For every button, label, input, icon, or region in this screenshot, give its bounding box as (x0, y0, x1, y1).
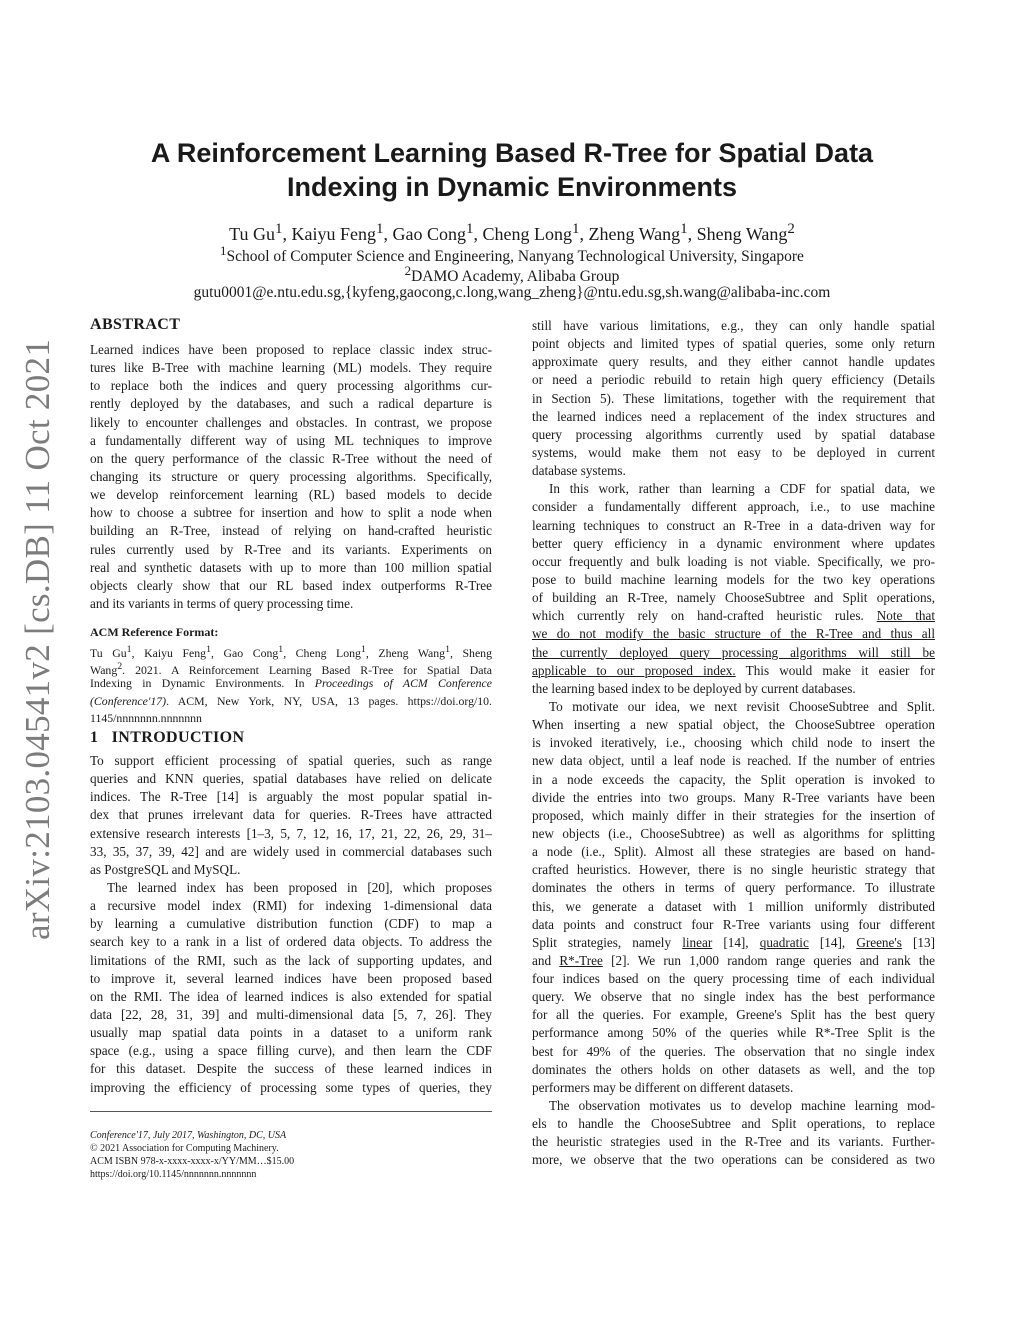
intro-line: space (e.g., using a space filling curve), and then learn the CDF (90, 1043, 492, 1059)
body-line: consider a fundamentally different approach, i.e., to use machine (532, 499, 935, 515)
intro-line: for this dataset. Despite the success of these learned indices in (90, 1061, 492, 1077)
intro-line: extensive research interests [1–3, 5, 7, 12, 16, 17, 21, 22, 26, 29, 31– (90, 825, 492, 841)
body-line: approximate query results, and they either cannot handle updates (532, 354, 935, 370)
acm-ref-line: 1145/nnnnnnn.nnnnnnn (90, 710, 202, 725)
body-line: still have various limitations, e.g., they can only handle spatial (532, 318, 935, 333)
body-line: To motivate our idea, we next revisit ChooseSubtree and Split. (549, 698, 935, 714)
intro-line: search key to a rank in a list of ordered data objects. To address the (90, 934, 492, 950)
author-name: Kaiyu Feng (291, 224, 376, 244)
abstract-line: tures like B-Tree with machine learning (ML) models. They require (90, 360, 492, 376)
intro-line: indices. The R-Tree [14] is arguably the most popular spatial in- (90, 789, 492, 805)
acm-ref-line: Indexing in Dynamic Environments. In Proceedings of ACM Conference (90, 676, 492, 691)
author-sup: 1 (274, 221, 283, 237)
body-line: new data object, until a leaf node is reached. If the number of entries (532, 753, 935, 769)
body-line: The observation motivates us to develop machine learning mod- (549, 1098, 935, 1114)
author-sup: 1 (465, 221, 474, 237)
intro-line: data [22, 28, 31, 39] and multi-dimensional data [5, 7, 26]. They (90, 1006, 492, 1022)
body-line: the heuristic strategies used in the R-Tree and its variants. Further- (532, 1134, 935, 1150)
body-line: in a node exceeds the capacity, the Split operation is invoked to (532, 771, 935, 787)
intro-line: on the RMI. The idea of learned indices is also extended for spatial (90, 988, 492, 1004)
abstract-line: how to choose a subtree for insertion and how to split a node when (90, 505, 492, 521)
author-emails: gutu0001@e.ntu.edu.sg,{kyfeng,gaocong,c.long,wang_zheng}@ntu.edu.sg,sh.wang@alibaba-inc.com (193, 284, 831, 301)
footnote-isbn: ACM ISBN 978-x-xxxx-xxxx-x/YY/MM…$15.00 (90, 1156, 295, 1167)
link-quadratic[interactable]: quadratic (759, 934, 809, 950)
intro-body (90, 752, 492, 1097)
body-line: dominates the others holds on other datasets as well, and the top (532, 1061, 935, 1077)
intro-heading (90, 729, 244, 747)
body-line: and R*-Tree [2]. We run 1,000 random range queries and rank the (532, 952, 935, 968)
intro-line: as PostgreSQL and MySQL. (90, 861, 241, 877)
footnote-copyright: © 2021 Association for Computing Machinery. (90, 1143, 279, 1154)
intro-line: dex that prunes irrelevant data for queries. R-Trees have attracted (90, 807, 492, 823)
author-sup: 2 (787, 221, 795, 237)
arxiv-identifier: arXiv:2103.04541v2 [cs.DB] 11 Oct 2021 (18, 338, 57, 940)
link-linear[interactable]: linear (682, 934, 713, 950)
body-line: the learning based index to be deployed by current databases. (532, 680, 856, 696)
section-title: INTRODUCTION (111, 729, 245, 746)
author-name: Sheng Wang (696, 224, 788, 244)
body-line: In this work, rather than learning a CDF for spatial data, we (549, 481, 935, 497)
body-line: When inserting a new spatial object, the ChooseSubtree operation (532, 717, 935, 733)
body-line: divide the entries into two groups. Many R-Tree variants have been (532, 789, 935, 805)
link-rstar-tree[interactable]: R*-Tree (559, 952, 603, 968)
body-line: this, we generate a dataset with 1 million uniformly distributed (532, 898, 935, 914)
intro-line: queries and KNN queries, spatial databases have relied on delicate (90, 771, 492, 787)
body-line: database systems. (532, 463, 626, 479)
abstract-line: real and synthetic datasets with up to more than 100 million spatial (90, 559, 492, 575)
body-line: which currently rely on hand-crafted heuristic rules. Note that (532, 608, 935, 624)
body-line: the learned indices need a replacement of the index structures and (532, 408, 935, 424)
body-line: a node (i.e., Split). Almost all these strategies are based on hand- (532, 844, 935, 860)
section-number: 1 (90, 729, 99, 746)
body-line: new objects (i.e., ChooseSubtree) as well as algorithms for splitting (532, 825, 935, 841)
link-greene[interactable]: Greene's (856, 934, 902, 950)
body-line: in Section 5). These limitations, together with the requirement that (532, 390, 935, 406)
abstract-line: changing its structure or query processing algorithms. Specifically, (90, 468, 492, 484)
abstract-line: rently deployed by the databases, and such a radical departure is (90, 396, 492, 412)
acm-reference-body (90, 641, 492, 727)
body-line: more, we observe that the two operations can be considered as two (532, 1152, 935, 1168)
title-line: A Reinforcement Learning Based R-Tree for Spatial Data (150, 138, 874, 168)
affiliation-text: School of Computer Science and Engineering, Nanyang Technological University, Singapore (226, 248, 804, 266)
intro-line: improving the efficiency of processing some types of queries, they (90, 1079, 492, 1095)
body-line: proposed, which mainly differ in their strategies for the insertion of (532, 807, 935, 823)
body-line: crafted heuristics. However, there is no single heuristic strategy that (532, 862, 935, 878)
author-name: Cheng Long (482, 224, 572, 244)
acm-ref-line: Tu Gu$^1$, Kaiyu Feng$^1$, Gao Cong$^1$, Cheng Long$^1$, Zheng Wang$^1$, Sheng (90, 644, 492, 660)
abstract-line: building an R-Tree, instead of relying on hand-crafted heuristic (90, 523, 492, 539)
intro-line: The learned index has been proposed in [20], which proposes (107, 879, 492, 895)
body-line: Split strategies, namely linear [14], quadratic [14], Greene's [13] (532, 934, 935, 950)
affiliation (100, 263, 924, 286)
body-line: pose to build machine learning models for the two key operations (532, 571, 935, 587)
acm-ref-line: (Conference'17). ACM, New York, NY, USA, 13 pages. https://doi.org/10. (90, 693, 492, 708)
abstract-line: we develop reinforcement learning (RL) based models to decide (90, 487, 492, 503)
abstract-line: rules currently used by R-Tree and its variants. Experiments on (90, 541, 492, 557)
footnote (90, 1129, 490, 1181)
body-line: data points and construct four R-Tree variants using four different (532, 916, 935, 932)
body-line: performance among 50% of the queries while R*-Tree Split is the (532, 1025, 935, 1041)
intro-line: by learning a cumulative distribution function (CDF) to map a (90, 916, 492, 932)
body-line: systems, would make them not easy to be deployed in current (532, 444, 935, 460)
author-name: Tu Gu (229, 224, 275, 244)
body-line: better query efficiency in a dynamic environment where updates (532, 535, 935, 551)
author-sup: 1 (571, 221, 580, 237)
abstract-body (90, 341, 492, 613)
acm-reference-heading: ACM Reference Format: (90, 625, 219, 639)
acm-ref-line: Wang$^2$. 2021. A Reinforcement Learning Based R-Tree for Spatial Data (90, 661, 492, 678)
body-line: four indices based on the query processing time of each individual (532, 971, 935, 987)
footnote-rule (90, 1111, 492, 1112)
abstract-line: to replace both the indices and query processing algorithms cur- (90, 378, 492, 394)
intro-line: To support efficient processing of spatial queries, such as range (90, 753, 492, 768)
abstract-line: on the query performance of the classic R-Tree without the need of (90, 450, 492, 466)
body-line: or need a periodic rebuild to retain high query efficiency (Details (532, 372, 935, 388)
author-name: Zheng Wang (588, 224, 681, 244)
author-sup: 1 (375, 221, 384, 237)
body-line: performers may be different on different datasets. (532, 1079, 794, 1095)
body-line: applicable to our proposed index. This would make it easier for (532, 662, 935, 678)
footnote-doi: https://doi.org/10.1145/nnnnnnn.nnnnnnn (90, 1169, 257, 1180)
abstract-line: and its variants in terms of query processing time. (90, 595, 354, 611)
author-list: Tu Gu$^1$, Kaiyu Feng$^1$, Gao Cong$^1$, Cheng Long$^1$, Zheng Wang$^1$, Sheng Wang$^2$ (229, 221, 795, 244)
intro-line: to improve it, several learned indices have been proposed based (90, 970, 492, 986)
intro-line: limitations of the RMI, such as the lack of supporting updates, and (90, 952, 492, 968)
body-line: is invoked iteratively, i.e., choosing which child node to insert the (532, 735, 935, 751)
body-line: for all the queries. For example, Greene's Split has the best query (532, 1007, 935, 1023)
affiliation-sup: 1 (220, 243, 227, 258)
intro-line: usually map spatial data points in a dataset to a uniform rank (90, 1025, 492, 1041)
body-line: els to handle the ChooseSubtree and Split operations, to replace (532, 1116, 935, 1132)
intro-line: 33, 35, 37, 39, 42] and are widely used in commercial databases such (90, 843, 492, 859)
right-column-body (532, 317, 935, 1170)
abstract-line: likely to encounter challenges and obstacles. In contrast, we propose (90, 414, 492, 430)
body-line: of building an R-Tree, namely ChooseSubtree and Split operations, (532, 590, 935, 606)
body-line: learning techniques to construct an R-Tree in a data-driven way for (532, 517, 935, 533)
intro-line: a recursive model index (RMI) for indexing 1-dimensional data (90, 898, 492, 914)
abstract-line: objects clearly show that our RL based index outperforms R-Tree (90, 577, 492, 593)
body-line: dominates the others in terms of query performance. To illustrate (532, 880, 935, 896)
body-line: best for 49% of the queries. The observation that no single index (532, 1043, 935, 1059)
abstract-line: Learned indices have been proposed to replace classic index struc- (90, 342, 492, 357)
footnote-conference: Conference'17, July 2017, Washington, DC, USA (90, 1130, 287, 1141)
body-line: query processing algorithms currently used by spatial database (532, 426, 935, 442)
affiliation-sup: 2 (404, 263, 412, 278)
body-line: point objects and limited types of spatial queries, some only return (532, 336, 935, 352)
paper-title (100, 136, 924, 204)
body-line: query. We observe that no single index has the best performance (532, 989, 935, 1005)
author-name: Gao Cong (392, 224, 466, 244)
body-line: occur frequently and bulk loading is not viable. Specifically, we pro- (532, 553, 935, 569)
abstract-heading: ABSTRACT (90, 316, 181, 333)
author-sup: 1 (680, 221, 688, 237)
abstract-line: a fundamentally different way of using ML techniques to improve (90, 432, 492, 448)
affiliation-text: DAMO Academy, Alibaba Group (411, 268, 620, 286)
body-line-underlined: the currently deployed query processing algorithms will still be (532, 644, 935, 660)
body-line-underlined: we do not modify the basic structure of the R-Tree and thus all (532, 626, 935, 642)
title-line: Indexing in Dynamic Environments (286, 172, 738, 202)
